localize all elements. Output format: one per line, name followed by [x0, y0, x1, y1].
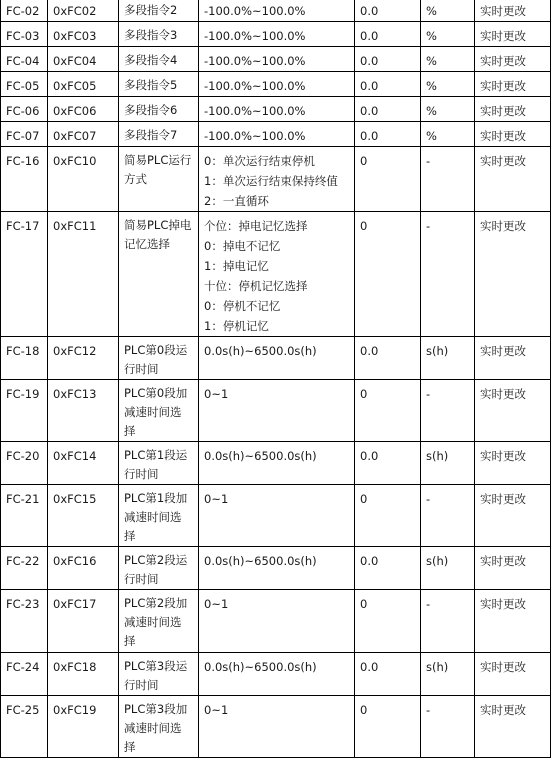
param-code-cell: FC-16	[1, 147, 48, 212]
table-row	[1, 590, 551, 652]
param-unit-cell: %	[421, 72, 475, 97]
param-range-line: 0~1	[204, 387, 229, 401]
param-name-cell	[119, 547, 199, 590]
param-range-cell	[199, 212, 355, 337]
table-row	[1, 547, 551, 590]
param-name-line: 记忆选择	[124, 237, 170, 251]
param-name-line: 多段指令4	[124, 53, 178, 67]
param-range-line: -100.0%~100.0%	[204, 104, 306, 118]
param-range-cell	[199, 547, 355, 590]
param-name-line: 择	[124, 424, 136, 438]
param-default-cell: 0.0	[355, 122, 421, 147]
param-code-cell: FC-07	[1, 122, 48, 147]
param-default-cell: 0.0	[355, 0, 421, 22]
param-change-mode-cell: 实时更改	[475, 442, 551, 485]
param-default-cell: 0.0	[355, 97, 421, 122]
param-default-cell: 0	[355, 485, 421, 547]
param-name-line: PLC第0段加	[124, 386, 188, 400]
param-change-mode-cell: 实时更改	[475, 47, 551, 72]
param-unit-cell: %	[421, 0, 475, 22]
param-name-cell	[119, 590, 199, 652]
param-range-line: -100.0%~100.0%	[204, 79, 306, 93]
param-change-mode-cell: 实时更改	[475, 22, 551, 47]
table-row	[1, 695, 551, 757]
param-unit-cell: s(h)	[421, 442, 475, 485]
param-change-mode-cell: 实时更改	[475, 72, 551, 97]
table-row	[1, 212, 551, 337]
param-name-cell	[119, 485, 199, 547]
param-range-line: 1：停机记忆	[204, 319, 269, 333]
param-unit-cell: -	[421, 147, 475, 212]
table-row	[1, 122, 551, 147]
param-range-cell	[199, 590, 355, 652]
table-row	[1, 485, 551, 547]
param-code-cell: FC-03	[1, 22, 48, 47]
param-default-cell: 0	[355, 695, 421, 757]
param-change-mode-cell: 实时更改	[475, 97, 551, 122]
param-range-line: 1：掉电记忆	[204, 259, 269, 273]
param-range-line: 0.0s(h)~6500.0s(h)	[204, 344, 317, 358]
param-address-cell: 0xFC07	[48, 122, 119, 147]
param-default-cell: 0.0	[355, 72, 421, 97]
param-default-cell: 0.0	[355, 337, 421, 380]
param-range-cell	[199, 147, 355, 212]
param-name-line: PLC第2段加	[124, 596, 188, 611]
param-name-line: PLC第1段运	[124, 448, 188, 463]
param-unit-cell: -	[421, 485, 475, 547]
table-row	[1, 337, 551, 380]
table-row	[1, 72, 551, 97]
param-address-cell: 0xFC11	[48, 212, 119, 337]
param-code-cell: FC-04	[1, 47, 48, 72]
table-row	[1, 147, 551, 212]
param-range-cell	[199, 442, 355, 485]
param-default-cell: 0.0	[355, 547, 421, 590]
param-default-cell: 0	[355, 590, 421, 652]
param-code-cell: FC-17	[1, 212, 48, 337]
param-code-cell: FC-24	[1, 652, 48, 695]
param-name-line: 行时间	[124, 362, 159, 376]
param-change-mode-cell: 实时更改	[475, 337, 551, 380]
param-name-line: 行时间	[124, 677, 159, 692]
param-unit-cell: -	[421, 590, 475, 652]
table-row	[1, 652, 551, 695]
param-address-cell: 0xFC02	[48, 0, 119, 22]
param-unit-cell: %	[421, 22, 475, 47]
param-range-line: 0：单次运行结束停机	[204, 154, 315, 168]
param-range-line: 个位：掉电记忆选择	[204, 219, 308, 233]
param-name-line: 减速时间选	[124, 720, 182, 735]
param-name-line: 多段指令2	[124, 3, 178, 17]
param-name-line: 择	[124, 529, 136, 544]
param-code-cell: FC-06	[1, 97, 48, 122]
param-code-cell: FC-19	[1, 380, 48, 442]
param-default-cell: 0	[355, 212, 421, 337]
param-range-cell	[199, 122, 355, 147]
param-name-cell	[119, 212, 199, 337]
param-name-cell	[119, 72, 199, 97]
param-code-cell: FC-21	[1, 485, 48, 547]
param-range-cell	[199, 22, 355, 47]
table-row	[1, 97, 551, 122]
param-change-mode-cell: 实时更改	[475, 590, 551, 652]
table-row	[1, 0, 551, 22]
table-row	[1, 22, 551, 47]
param-unit-cell: %	[421, 97, 475, 122]
param-address-cell: 0xFC12	[48, 337, 119, 380]
param-address-cell: 0xFC14	[48, 442, 119, 485]
param-address-cell: 0xFC05	[48, 72, 119, 97]
param-name-line: PLC第1段加	[124, 491, 188, 506]
param-name-line: 减速时间选	[124, 510, 182, 525]
param-address-cell: 0xFC06	[48, 97, 119, 122]
param-range-line: 0：停机不记忆	[204, 299, 281, 313]
param-range-line: 0.0s(h)~6500.0s(h)	[204, 554, 317, 569]
param-name-cell	[119, 147, 199, 212]
param-range-cell	[199, 47, 355, 72]
param-code-cell: FC-02	[1, 0, 48, 22]
param-address-cell: 0xFC16	[48, 547, 119, 590]
param-name-line: 减速时间选	[124, 405, 182, 419]
param-name-line: PLC第2段运	[124, 553, 188, 568]
param-unit-cell: %	[421, 47, 475, 72]
param-default-cell: 0.0	[355, 22, 421, 47]
param-code-cell: FC-25	[1, 695, 48, 757]
param-name-line: 多段指令5	[124, 78, 178, 92]
param-name-line: 择	[124, 739, 136, 754]
param-address-cell: 0xFC17	[48, 590, 119, 652]
param-change-mode-cell: 实时更改	[475, 122, 551, 147]
param-name-line: PLC第3段加	[124, 701, 188, 716]
param-name-cell	[119, 380, 199, 442]
param-unit-cell: s(h)	[421, 547, 475, 590]
param-default-cell: 0.0	[355, 47, 421, 72]
param-range-line: 0~1	[204, 597, 229, 612]
param-address-cell: 0xFC15	[48, 485, 119, 547]
param-code-cell: FC-22	[1, 547, 48, 590]
param-range-cell	[199, 485, 355, 547]
param-range-line: 0.0s(h)~6500.0s(h)	[204, 659, 317, 674]
param-change-mode-cell: 实时更改	[475, 695, 551, 757]
param-range-line: 0~1	[204, 702, 229, 717]
param-name-line: 多段指令7	[124, 128, 178, 142]
param-change-mode-cell: 实时更改	[475, 547, 551, 590]
param-address-cell: 0xFC04	[48, 47, 119, 72]
param-name-cell	[119, 0, 199, 22]
parameter-table-body	[1, 0, 551, 757]
param-change-mode-cell: 实时更改	[475, 380, 551, 442]
param-name-line: 方式	[124, 172, 147, 186]
param-code-cell: FC-23	[1, 590, 48, 652]
param-name-cell	[119, 695, 199, 757]
param-unit-cell: -	[421, 380, 475, 442]
param-name-line: 行时间	[124, 467, 159, 482]
param-unit-cell: s(h)	[421, 337, 475, 380]
param-name-line: 多段指令6	[124, 103, 178, 117]
param-name-line: 择	[124, 634, 136, 649]
param-name-cell	[119, 97, 199, 122]
param-range-line: -100.0%~100.0%	[204, 29, 306, 43]
param-change-mode-cell: 实时更改	[475, 652, 551, 695]
param-range-line: 0：掉电不记忆	[204, 239, 281, 253]
param-range-cell	[199, 380, 355, 442]
param-name-line: PLC第0段运	[124, 343, 188, 357]
param-range-cell	[199, 695, 355, 757]
param-name-cell	[119, 442, 199, 485]
param-range-line: 2：一直循环	[204, 194, 269, 208]
table-row	[1, 442, 551, 485]
param-range-cell	[199, 0, 355, 22]
param-address-cell: 0xFC19	[48, 695, 119, 757]
param-change-mode-cell: 实时更改	[475, 0, 551, 22]
param-change-mode-cell: 实时更改	[475, 485, 551, 547]
param-unit-cell: -	[421, 212, 475, 337]
param-range-cell	[199, 652, 355, 695]
param-range-line: -100.0%~100.0%	[204, 54, 306, 68]
param-unit-cell: -	[421, 695, 475, 757]
param-range-line: 1：单次运行结束保持终值	[204, 174, 338, 188]
param-unit-cell: s(h)	[421, 652, 475, 695]
param-range-line: -100.0%~100.0%	[204, 129, 306, 143]
param-default-cell: 0	[355, 147, 421, 212]
param-address-cell: 0xFC13	[48, 380, 119, 442]
param-range-line: -100.0%~100.0%	[204, 4, 306, 18]
param-code-cell: FC-18	[1, 337, 48, 380]
param-code-cell: FC-05	[1, 72, 48, 97]
table-row	[1, 47, 551, 72]
param-address-cell: 0xFC10	[48, 147, 119, 212]
param-range-line: 0~1	[204, 492, 229, 507]
param-unit-cell: %	[421, 122, 475, 147]
param-name-cell	[119, 652, 199, 695]
table-row	[1, 380, 551, 442]
param-name-line: 减速时间选	[124, 615, 182, 630]
param-address-cell: 0xFC03	[48, 22, 119, 47]
param-name-cell	[119, 47, 199, 72]
param-name-line: 简易PLC运行	[124, 153, 192, 167]
param-default-cell: 0.0	[355, 652, 421, 695]
param-default-cell: 0.0	[355, 442, 421, 485]
param-change-mode-cell: 实时更改	[475, 212, 551, 337]
param-range-cell	[199, 337, 355, 380]
param-change-mode-cell: 实时更改	[475, 147, 551, 212]
param-address-cell: 0xFC18	[48, 652, 119, 695]
param-name-cell	[119, 22, 199, 47]
param-name-line: PLC第3段运	[124, 658, 188, 673]
param-name-cell	[119, 122, 199, 147]
param-range-cell	[199, 97, 355, 122]
param-name-line: 简易PLC掉电	[124, 218, 192, 232]
param-range-line: 十位：停机记忆选择	[204, 279, 308, 293]
param-name-line: 行时间	[124, 572, 159, 587]
param-name-line: 多段指令3	[124, 28, 178, 42]
param-name-cell	[119, 337, 199, 380]
param-default-cell: 0	[355, 380, 421, 442]
param-range-line: 0.0s(h)~6500.0s(h)	[204, 449, 317, 464]
param-range-cell	[199, 72, 355, 97]
param-code-cell: FC-20	[1, 442, 48, 485]
